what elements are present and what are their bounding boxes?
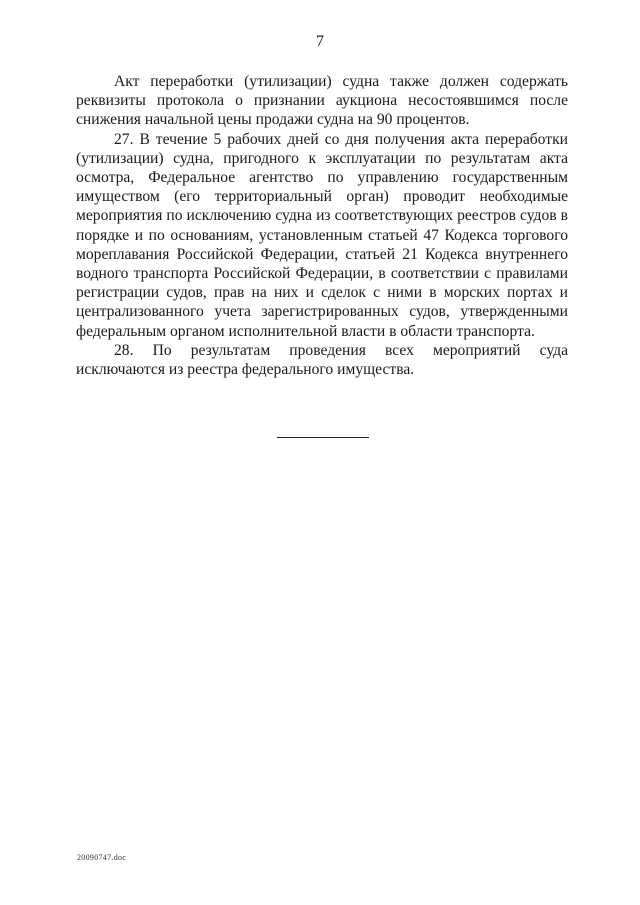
document-body [76,72,568,379]
paragraph-28: 28. По результатам проведения всех мероприятий суда исключаются из реестра федерального имущества. [76,341,568,379]
paragraph-act-requisites: Акт переработки (утилизации) судна также должен содержать реквизиты протокола о признании аукциона несостоявшимся после снижения начальной цены продажи судна на 90 процентов. [76,73,568,129]
page-number: 7 [316,33,324,50]
paragraph-27: 27. В течение 5 рабочих дней со дня получения акта переработки (утилизации) судна, пригодного к эксплуатации по результатам акта осмотра, Федеральное агентство по управлению государственным имуществом (его территориальный орган) проводит необходимые мероприятия по исключению судна из соответствующих реестров судов в порядке и по основаниям, установленным статьей 47 Кодекса торгового мореплавания Российской Федерации, статьей 21 Кодекса внутреннего водного транспорта Российской Федерации, в соответствии с правилами регистрации судов, прав на них и сделок с ними в морских портах и централизованного учета зарегистрированных судов, утвержденными федеральным органом исполнительной власти в области транспорта. [76,130,568,340]
file-reference: 20090747.doc [77,853,127,862]
end-separator-line [277,437,369,438]
